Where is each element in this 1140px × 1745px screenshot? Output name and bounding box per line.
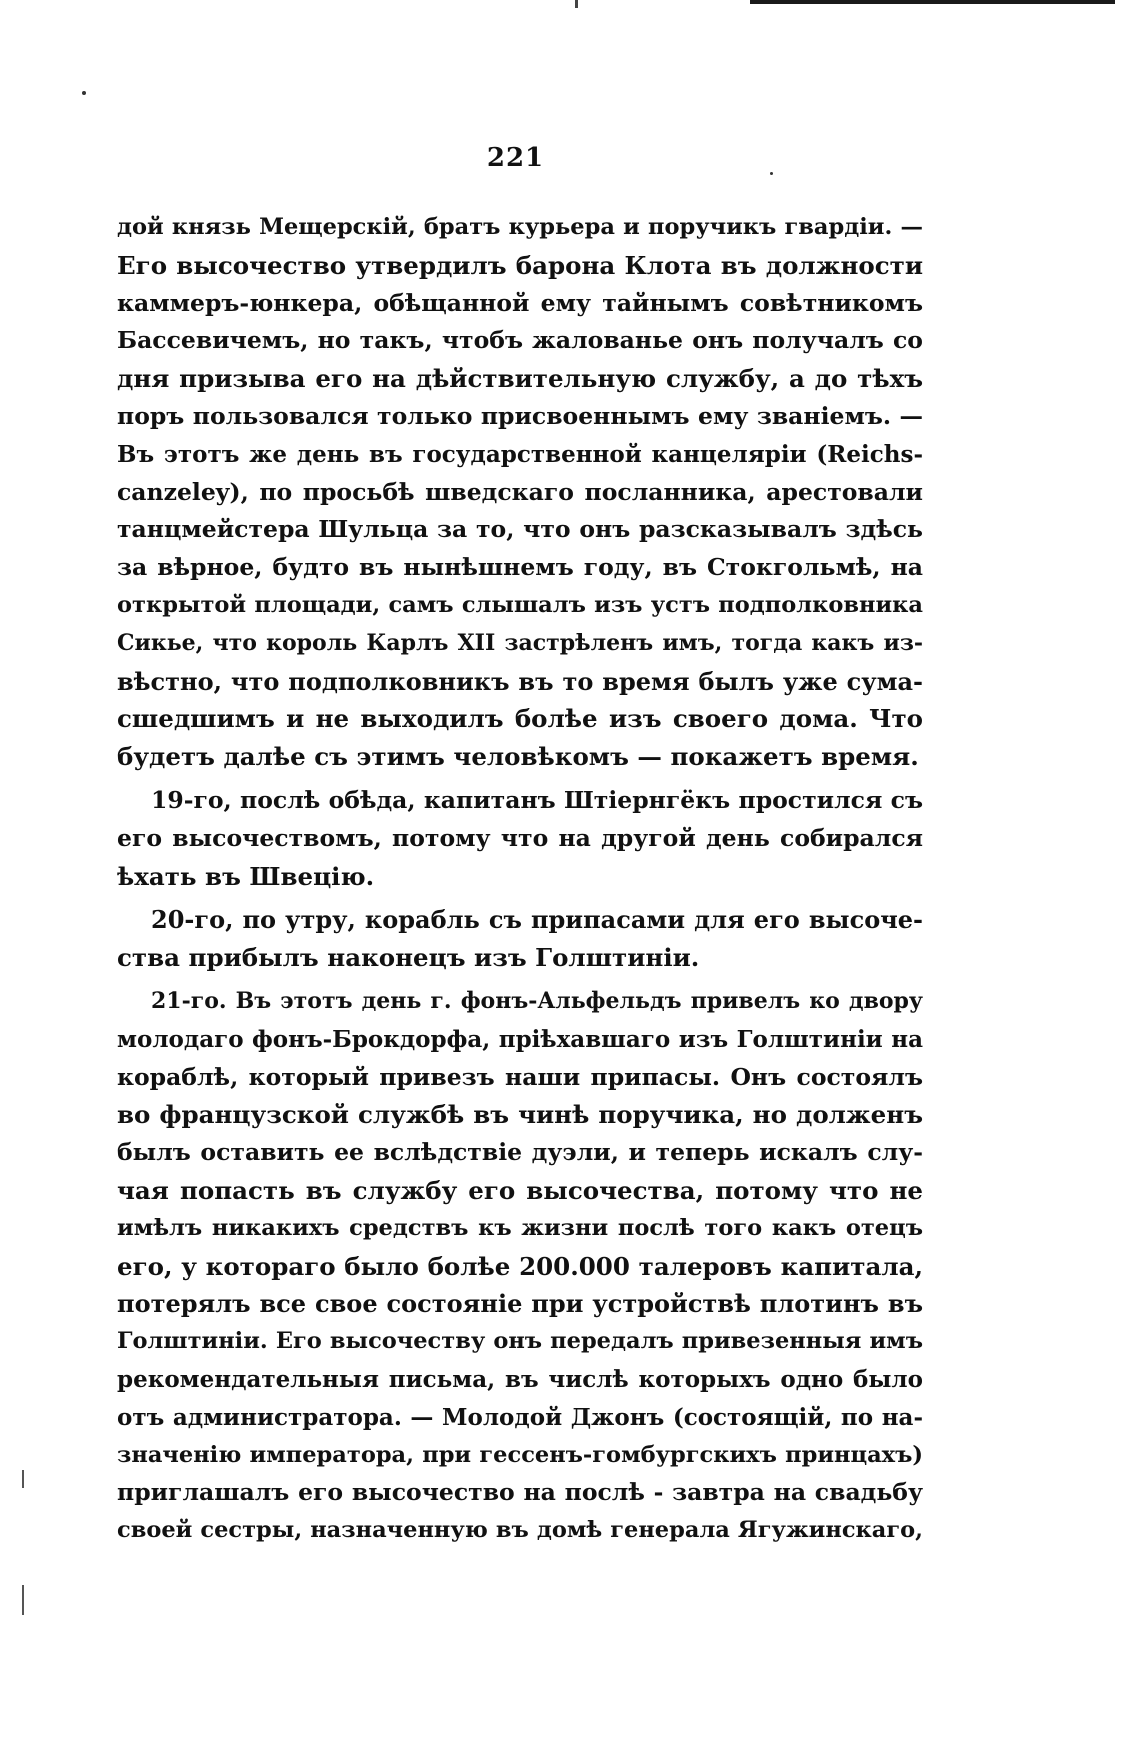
text-line: во французской службѣ въ чинѣ поручика, но долженъ [117,1100,923,1130]
text-line: будетъ далѣе съ этимъ человѣкомъ — покажетъ время. [117,742,919,772]
text-line: дня призыва его на дѣйствительную службу, а до тѣхъ [117,364,923,394]
text-line: canzeley), по просьбѣ шведскаго посланника, арестовали [117,477,923,506]
text-line: открытой площади, самъ слышалъ изъ устъ подполковника [117,591,923,618]
text-line: танцмейстера Шульца за то, что онъ разсказывалъ здѣсь [117,515,923,544]
text-line: чая попасть въ службу его высочества, потому что не [117,1175,923,1205]
body-text [117,209,923,1550]
margin-mark [22,1470,24,1488]
text-line: Сикье, что король Карлъ XII застрѣленъ имъ, тогда какъ из- [117,629,923,656]
text-line: сшедшимъ и не выходилъ болѣе изъ своего дома. Что [117,704,923,734]
text-line: Въ этотъ же день въ государственной канцеляріи (Reichs- [117,440,923,468]
scan-speck [82,91,86,95]
text-line: его, у котораго было болѣе 200.000 талеровъ капитала, [117,1251,923,1281]
text-line: отъ администратора. — Молодой Джонъ (состоящій, по на- [117,1403,923,1431]
text-line: рекомендательныя письма, въ числѣ которыхъ одно было [117,1365,923,1393]
paragraph-start-line: 20-го, по утру, корабль съ припасами для его высоче- [151,905,923,935]
scan-edge-rule [750,0,1115,4]
text-line: Бассевичемъ, но такъ, чтобъ жалованье онъ получалъ со [117,326,923,355]
text-line: каммеръ-юнкера, обѣщанной ему тайнымъ совѣтникомъ [117,288,923,317]
page-number: 221 [486,143,545,173]
text-line: приглашалъ его высочество на послѣ - завтра на свадьбу [117,1478,923,1507]
text-line: значенію императора, при гессенъ-гомбургскихъ принцахъ) [117,1441,923,1468]
text-line: вѣстно, что подполковникъ въ то время былъ уже сума- [117,666,923,696]
margin-mark [22,1585,24,1615]
text-line: имѣлъ никакихъ средствъ къ жизни послѣ того какъ отецъ [117,1214,923,1241]
text-line: былъ оставить ее вслѣдствіе дуэли, и теперь искалъ слу- [117,1138,923,1167]
text-line: дой князь Мещерскій, братъ курьера и поручикъ гвардіи. — [117,214,923,240]
paragraph-start-line: 19-го, послѣ обѣда, капитанъ Штіернгёкъ простился съ [151,785,923,814]
text-line: Его высочество утвердилъ барона Клота въ должности [117,250,923,280]
text-line: своей сестры, назначенную въ домѣ генерала Ягужинскаго, [117,1517,923,1544]
scan-mark [575,0,578,8]
text-line: ства прибылъ наконецъ изъ Голштиніи. [117,943,700,973]
text-line: его высочествомъ, потому что на другой день собирался [117,823,923,852]
text-line: ѣхать въ Швецію. [117,861,375,891]
text-line: молодаго фонъ-Брокдорфа, пріѣхавшаго изъ Голштиніи на [117,1025,923,1053]
text-line: кораблѣ, который привезъ наши припасы. Онъ состоялъ [117,1062,923,1091]
paragraph-start-line: 21-го. Въ этотъ день г. фонъ-Альфельдъ привелъ ко двору [151,987,923,1014]
text-line: потерялъ все свое состояніе при устройствѣ плотинъ въ [117,1289,923,1319]
text-line: за вѣрное, будто въ нынѣшнемъ году, въ Стокгольмѣ, на [117,553,923,582]
text-line: Голштиніи. Его высочеству онъ передалъ привезенныя имъ [117,1328,923,1355]
text-line: поръ пользовался только присвоеннымъ ему званіемъ. — [117,401,923,430]
